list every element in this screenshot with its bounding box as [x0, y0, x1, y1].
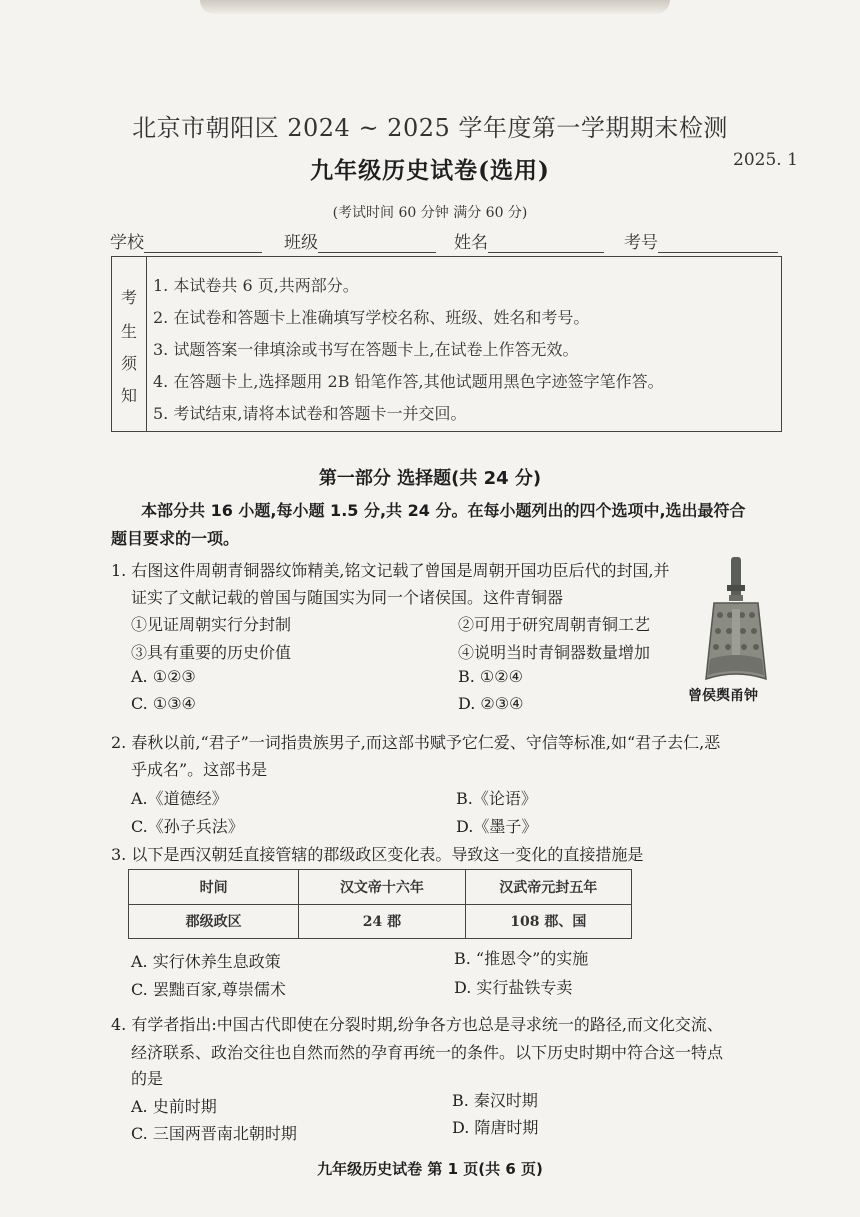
q4-stem-line3: 的是 [131, 1069, 164, 1088]
exam-date: 2025. 1 [733, 150, 798, 170]
q1-statement-3: ③具有重要的历史价值 [131, 643, 292, 662]
field-name-label: 姓名 [454, 233, 488, 253]
section-title: 第一部分 选择题(共 24 分) [318, 468, 542, 489]
q1-statement-4: ④说明当时青铜器数量增加 [458, 643, 651, 662]
field-name-line[interactable] [488, 234, 604, 253]
top-decoration [200, 0, 670, 14]
exam-title: 北京市朝阳区 2024 ~ 2025 学年度第一学期期末检测 [132, 114, 728, 142]
field-class [284, 228, 436, 253]
page-footer: 九年级历史试卷 第 1 页(共 6 页) [317, 1160, 543, 1178]
q1-statement-2: ②可用于研究周朝青铜工艺 [458, 615, 651, 634]
bell-caption: 曾侯舆甬钟 [688, 688, 758, 704]
instructions-heading-char: 考 [121, 288, 138, 307]
q1-option-c[interactable]: C. ①③④ [131, 694, 196, 713]
q3-table [128, 869, 632, 939]
table-header-cell: 汉武帝元封五年 [465, 870, 631, 905]
table-row [129, 904, 632, 939]
q4-option-c[interactable]: C. 三国两晋南北朝时期 [131, 1124, 297, 1143]
q1-stem-line1: 1. 右图这件周朝青铜器纹饰精美,铭文记载了曾国是周朝开国功臣后代的封国,并 [111, 561, 670, 580]
q2-option-c[interactable]: C.《孙子兵法》 [131, 817, 244, 836]
q1-option-d[interactable]: D. ②③④ [458, 694, 524, 713]
table-cell: 24 郡 [299, 904, 465, 939]
section-intro-line1: 本部分共 16 小题,每小题 1.5 分,共 24 分。在每小题列出的四个选项中,选出最符合 [141, 501, 746, 520]
q1-stem-line2: 证实了文献记载的曾国与随国实为同一个诸侯国。这件青铜器 [131, 588, 564, 607]
q3-option-c[interactable]: C. 罢黜百家,尊崇儒术 [131, 980, 286, 999]
instruction-item: 2. 在试卷和答题卡上准确填写学校名称、班级、姓名和考号。 [153, 308, 590, 327]
field-school [110, 228, 262, 253]
field-class-line[interactable] [318, 234, 436, 253]
q4-stem-line2: 经济联系、政治交往也自然而然的孕育再统一的条件。以下历史时期中符合这一特点 [131, 1043, 724, 1062]
q1-statement-1: ①见证周朝实行分封制 [131, 615, 292, 634]
q2-stem-line1: 2. 春秋以前,“君子”一词指贵族男子,而这部书赋予它仁爱、守信等标准,如“君子去仁,恶 [111, 733, 721, 752]
q3-stem-line1: 3. 以下是西汉朝廷直接管辖的郡级政区变化表。导致这一变化的直接措施是 [111, 845, 644, 864]
field-class-label: 班级 [284, 233, 318, 253]
q4-option-a[interactable]: A. 史前时期 [131, 1097, 217, 1116]
instruction-item: 1. 本试卷共 6 页,共两部分。 [153, 276, 359, 295]
q3-option-a[interactable]: A. 实行休养生息政策 [131, 952, 281, 971]
q1-option-a[interactable]: A. ①②③ [131, 667, 196, 686]
table-cell: 郡级政区 [129, 904, 299, 939]
q2-option-d[interactable]: D.《墨子》 [456, 817, 538, 836]
q2-option-a[interactable]: A.《道德经》 [131, 789, 228, 808]
instruction-item: 4. 在答题卡上,选择题用 2B 铅笔作答,其他试题用黑色字迹签字笔作答。 [153, 372, 664, 391]
table-header-cell: 汉文帝十六年 [299, 870, 465, 905]
field-id-line[interactable] [658, 234, 778, 253]
q1-option-b[interactable]: B. ①②④ [458, 667, 523, 686]
bronze-bell-image [700, 555, 772, 685]
q2-stem-line2: 乎成名”。这部书是 [131, 760, 268, 779]
q2-option-b[interactable]: B.《论语》 [456, 789, 537, 808]
field-school-label: 学校 [110, 233, 144, 253]
instruction-item: 3. 试题答案一律填涂或书写在答题卡上,在试卷上作答无效。 [153, 340, 579, 359]
field-id [624, 228, 778, 253]
instructions-heading [112, 257, 147, 431]
field-school-line[interactable] [144, 234, 262, 253]
q3-option-b[interactable]: B. “推恩令”的实施 [454, 949, 589, 968]
field-id-label: 考号 [624, 233, 658, 253]
field-name [454, 228, 604, 253]
q3-option-d[interactable]: D. 实行盐铁专卖 [454, 978, 573, 997]
q4-option-b[interactable]: B. 秦汉时期 [452, 1091, 538, 1110]
table-header-row [129, 870, 632, 905]
table-cell: 108 郡、国 [465, 904, 631, 939]
exam-subtitle: 九年级历史试卷(选用) [310, 157, 550, 184]
instruction-item: 5. 考试结束,请将本试卷和答题卡一并交回。 [153, 404, 467, 423]
instructions-heading-char: 知 [121, 386, 138, 405]
exam-time-info: (考试时间 60 分钟 满分 60 分) [332, 205, 528, 221]
q4-option-d[interactable]: D. 隋唐时期 [452, 1118, 539, 1137]
table-header-cell: 时间 [129, 870, 299, 905]
q4-stem-line1: 4. 有学者指出:中国古代即使在分裂时期,纷争各方也总是寻求统一的路径,而文化交流、 [111, 1015, 723, 1034]
instructions-heading-char: 须 [121, 354, 138, 373]
instructions-heading-char: 生 [121, 322, 138, 341]
section-intro-line2: 题目要求的一项。 [111, 529, 240, 548]
instructions-box [111, 256, 782, 432]
